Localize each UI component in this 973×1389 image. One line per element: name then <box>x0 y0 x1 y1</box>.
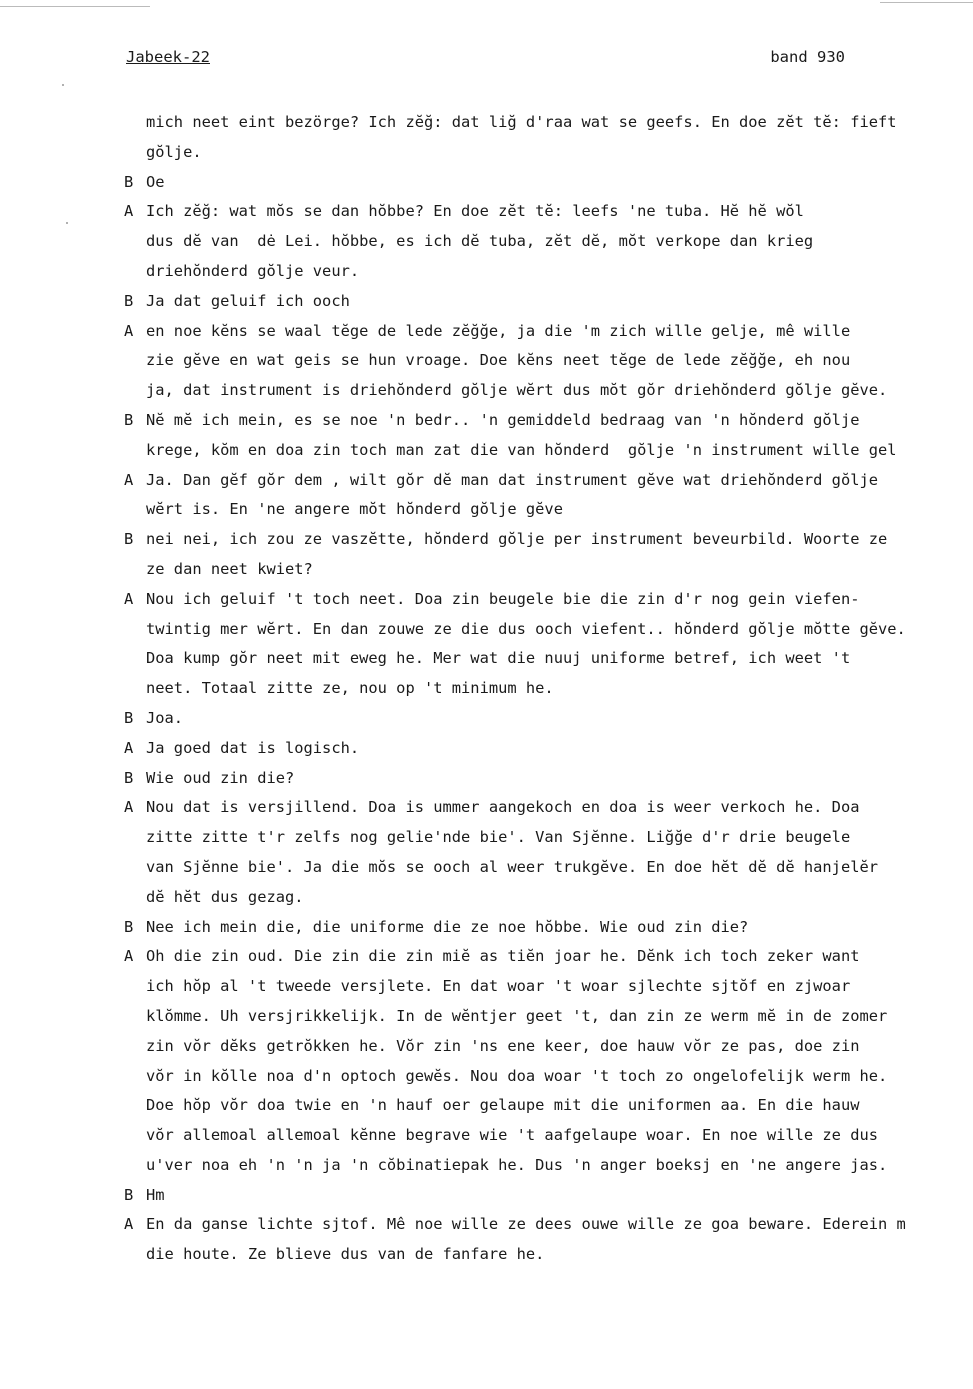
transcript-turn <box>124 287 967 317</box>
speaker-label: B <box>124 530 134 549</box>
speaker-label: A <box>124 738 134 757</box>
text-line: Hm <box>146 1185 165 1204</box>
transcript-turn <box>124 466 967 526</box>
text-line: neet. Totaal zitte ze, nou op 't minimum he. <box>146 679 554 698</box>
speaker-label: B <box>124 917 134 936</box>
speaker-label: B <box>124 708 134 727</box>
text-line: Nou ich geluif 't toch neet. Doa zin beugele bie die zin d'r nog gein viefen- <box>146 589 860 608</box>
turn-text <box>146 1181 967 1211</box>
speaker-label: A <box>124 947 134 966</box>
text-line: ze dan neet kwiet? <box>146 559 313 578</box>
speaker-label: A <box>124 589 134 608</box>
speaker-label: B <box>124 1185 134 1204</box>
turn-text <box>146 942 967 1180</box>
transcript <box>124 108 967 1270</box>
speaker-label: B <box>124 410 134 429</box>
text-line: wĕrt is. En 'ne angere mŏt hŏnderd gŏlje gĕve <box>146 500 563 519</box>
transcript-turn <box>124 406 967 466</box>
text-line: Ja. Dan gĕf gŏr dem , wilt gŏr dĕ man dat instrument gĕve wat driehŏnderd gŏlje <box>146 470 879 489</box>
text-line: mich neet eint bezörge? Ich zĕğ: dat liğ d'raa wat se geefs. En doe zĕt tĕ: fieft <box>146 113 897 131</box>
text-line: En da ganse lichte sjtof. Mê noe wille ze dees ouwe wille ze goa beware. Ederein m <box>146 1215 906 1234</box>
text-line: Wie oud zin die? <box>146 768 295 787</box>
text-line: die houte. Ze blieve dus van de fanfare he. <box>146 1245 545 1264</box>
turn-text <box>146 734 967 764</box>
transcript-turn <box>124 734 967 764</box>
tape-number: band 930 <box>770 48 845 66</box>
scan-artifact-top-left <box>0 6 150 7</box>
transcript-turn <box>124 942 967 1180</box>
text-line: krege, kŏm en doa zin toch man zat die van hŏnderd gŏlje 'n instrument wille gel <box>146 440 897 459</box>
text-line: vŏr allemoal allemoal kĕnne begrave wie 't aafgelaupe woar. En noe wille ze dus <box>146 1126 879 1145</box>
transcript-turn <box>124 764 967 794</box>
text-line: u'ver noa eh 'n 'n ja 'n cŏbinatiepak he. Dus 'n anger boeksj en 'ne angere jas. <box>146 1155 888 1174</box>
text-line: dus dĕ van dė Lei. hŏbbe, es ich dĕ tuba, zĕt dĕ, mŏt verkope dan krieg <box>146 232 814 251</box>
turn-text <box>146 287 967 317</box>
speaker-label: A <box>124 798 134 817</box>
text-line: Nee ich mein die, die uniforme die ze noe hŏbbe. Wie oud zin die? <box>146 917 749 936</box>
text-line: en noe kĕns se waal tĕge de lede zĕğğe, ja die 'm zich wille gelje, mê wille <box>146 321 851 340</box>
turn-text <box>146 704 967 734</box>
text-line: Ja dat geluif ich ooch <box>146 291 350 310</box>
turn-text <box>146 1210 967 1270</box>
transcript-turn <box>124 197 967 286</box>
speaker-label: A <box>124 321 134 340</box>
speaker-label: B <box>124 291 134 310</box>
text-line: Nou dat is versjillend. Doa is ummer aangekoch en doa is weer verkoch he. Doa <box>146 798 860 817</box>
scan-speck <box>66 222 68 224</box>
text-line: Doa kump gŏr neet mit eweg he. Mer wat die nuuj uniforme betref, ich weet 't <box>146 649 851 668</box>
transcript-turn <box>124 525 967 585</box>
scan-artifact-top-right <box>880 2 973 3</box>
transcript-turn <box>124 168 967 198</box>
turn-text <box>146 525 967 585</box>
text-line: Nĕ mĕ ich mein, es se noe 'n bedr.. 'n gemiddeld bedraag van 'n hŏnderd gŏlje <box>146 410 860 429</box>
text-line: Ja goed dat is logisch. <box>146 738 360 757</box>
text-line: Ich zĕğ: wat mŏs se dan hŏbbe? En doe zĕt tĕ: leefs 'ne tuba. Hĕ hĕ wŏl <box>146 202 804 221</box>
text-line: Oe <box>146 172 165 191</box>
text-line: dĕ hĕt dus gezag. <box>146 887 304 906</box>
transcript-turn <box>124 317 967 406</box>
speaker-label: A <box>124 470 134 489</box>
turn-text <box>146 913 967 943</box>
transcript-turn <box>124 1181 967 1211</box>
turn-text <box>146 406 967 466</box>
turn-text <box>146 466 967 526</box>
speaker-label: A <box>124 1215 134 1234</box>
text-line: gŏlje. <box>146 142 202 161</box>
speaker-label: A <box>124 202 134 221</box>
turn-text <box>146 317 967 406</box>
transcript-turn <box>124 704 967 734</box>
speaker-label <box>124 108 146 168</box>
text-line: klŏmme. Uh versjrikkelijk. In de wĕntjer geet 't, dan zin ze werm mĕ in de zomer <box>146 1006 888 1025</box>
transcript-turn <box>124 793 967 912</box>
text-line: Doe hŏp vŏr doa twie en 'n hauf oer gelaupe mit die uniformen aa. En die hauw <box>146 1096 860 1115</box>
text-line: Oh die zin oud. Die zin die zin miĕ as tiĕn joar he. Dĕnk ich toch zeker want <box>146 947 860 966</box>
transcript-turn <box>124 1210 967 1270</box>
turn-text <box>146 197 967 286</box>
speaker-label: B <box>124 768 134 787</box>
text-line: van Sjĕnne bie'. Ja die mŏs se ooch al weer trukgĕve. En doe hĕt dĕ dĕ hanjelĕr <box>146 857 879 876</box>
text-line: vŏr in kŏlle noa d'n optoch gewĕs. Nou doa woar 't toch zo ongelofelijk werm he. <box>146 1066 888 1085</box>
turn-text <box>146 793 967 912</box>
text-line: Joa. <box>146 708 184 727</box>
text-line: driehŏnderd gŏlje veur. <box>146 261 360 280</box>
text-line: twintig mer wĕrt. En dan zouwe ze die dus ooch viefent.. hŏnderd gŏlje mŏtte gĕve. <box>146 619 906 638</box>
text-line: zie gĕve en wat geis se hun vroage. Doe kĕns neet tĕge de lede zĕğğe, eh nou <box>146 351 851 370</box>
speaker-label: B <box>124 172 134 191</box>
transcript-turn <box>124 585 967 704</box>
scan-speck <box>62 84 64 86</box>
transcript-turn <box>124 108 967 168</box>
turn-text <box>146 108 967 168</box>
text-line: ja, dat instrument is driehŏnderd gŏlje wĕrt dus mŏt gŏr driehŏnderd gŏlje gĕve. <box>146 381 888 400</box>
text-line: nei nei, ich zou ze vaszĕtte, hŏnderd gŏlje per instrument beveurbild. Woorte ze <box>146 530 888 549</box>
turn-text <box>146 764 967 794</box>
text-line: zitte zitte t'r zelfs nog gelie'nde bie'. Van Sjĕnne. Liğğe d'r drie beugele <box>146 828 851 847</box>
text-line: ich hŏp al 't tweede versjlete. En dat woar 't woar sjlechte sjtŏf en zjwoar <box>146 977 851 996</box>
document-id: Jabeek-22 <box>126 48 210 66</box>
turn-text <box>146 168 967 198</box>
text-line: zin vŏr dĕks getrŏkken he. Vŏr zin 'ns ene keer, doe hauw vŏr ze pas, doe zin <box>146 1036 860 1055</box>
turn-text <box>146 585 967 704</box>
page-header <box>126 48 845 66</box>
transcript-turn <box>124 913 967 943</box>
